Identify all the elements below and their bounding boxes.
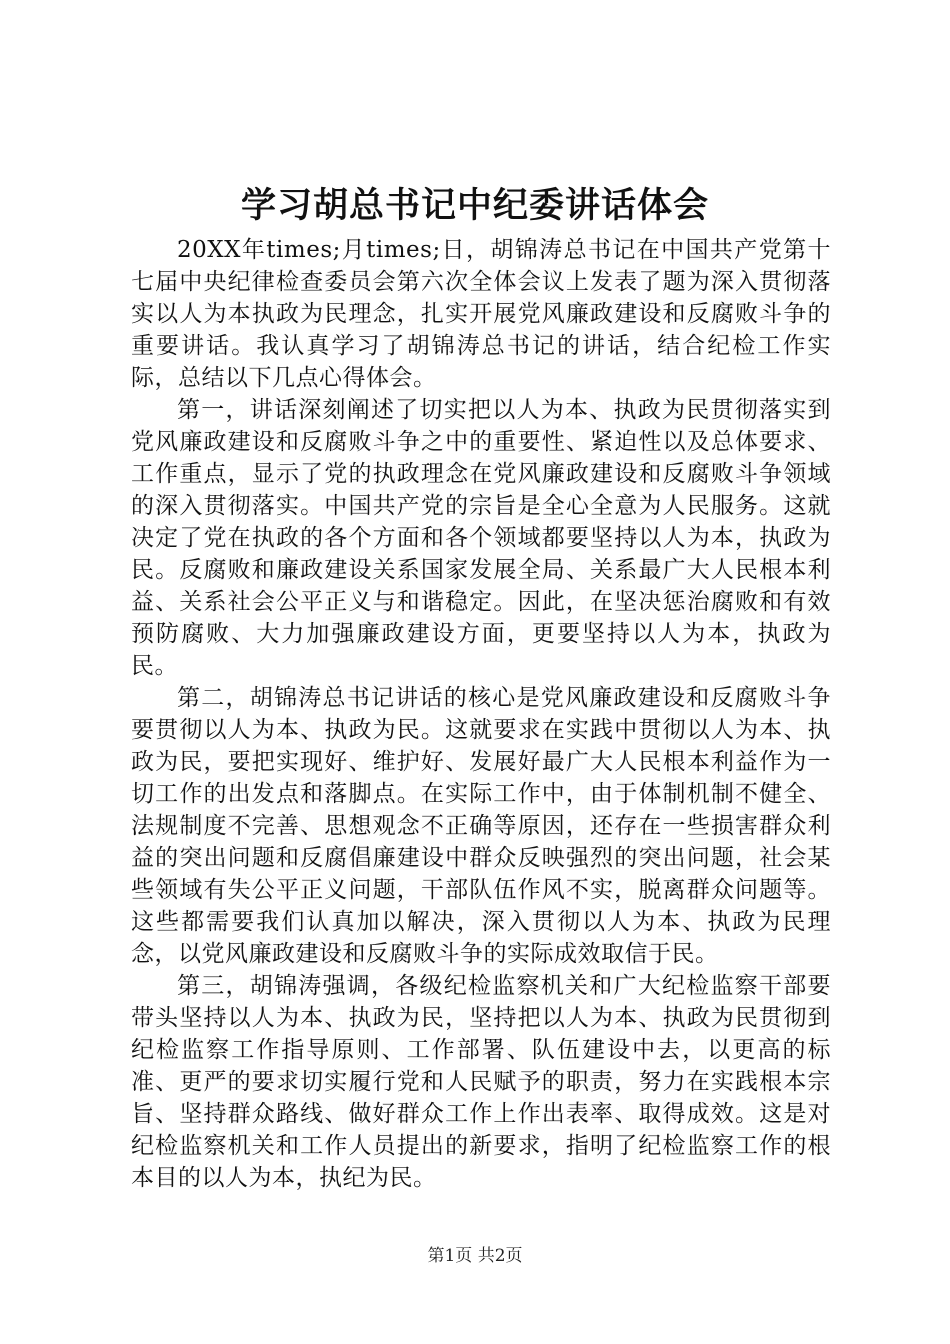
document-body bbox=[131, 234, 831, 1194]
paragraph-intro: 20XX年times;月times;日，胡锦涛总书记在中国共产党第十七届中央纪律检查委员会第六次全体会议上发表了题为深入贯彻落实以人为本执政为民理念，扎实开展党风廉政建设和反腐败斗争的重要讲话。我认真学习了胡锦涛总书记的讲话，结合纪检工作实际，总结以下几点心得体会。 bbox=[131, 237, 831, 391]
document-title: 学习胡总书记中纪委讲话体会 bbox=[240, 185, 709, 226]
paragraph-second-point: 第二，胡锦涛总书记讲话的核心是党风廉政建设和反腐败斗争要贯彻以人为本、执政为民。这就要求在实践中贯彻以人为本、执政为民，要把实现好、维护好、发展好最广大人民根本利益作为一切工作的出发点和落脚点。在实际工作中，由于体制机制不健全、法规制度不完善、思想观念不正确等原因，还存在一些损害群众利益的突出问题和反腐倡廉建设中群众反映强烈的突出问题，社会某些领域有失公平正义问题，干部队伍作风不实，脱离群众问题等。这些都需要我们认真加以解决，深入贯彻以人为本、执政为民理念，以党风廉政建设和反腐败斗争的实际成效取信于民。 bbox=[131, 685, 831, 967]
paragraph-first-point: 第一，讲话深刻阐述了切实把以人为本、执政为民贯彻落实到党风廉政建设和反腐败斗争之中的重要性、紧迫性以及总体要求、工作重点，显示了党的执政理念在党风廉政建设和反腐败斗争领域的深入贯彻落实。中国共产党的宗旨是全心全意为人民服务。这就决定了党在执政的各个方面和各个领域都要坚持以人为本，执政为民。反腐败和廉政建设关系国家发展全局、关系最广大人民根本利益、关系社会公平正义与和谐稳定。因此，在坚决惩治腐败和有效预防腐败、大力加强廉政建设方面，更要坚持以人为本，执政为民。 bbox=[131, 397, 831, 679]
paragraph-third-point: 第三，胡锦涛强调，各级纪检监察机关和广大纪检监察干部要带头坚持以人为本、执政为民，坚持把以人为本、执政为民贯彻到纪检监察工作指导原则、工作部署、队伍建设中去，以更高的标准、更严的要求切实履行党和人民赋予的职责，努力在实践根本宗旨、坚持群众路线、做好群众工作上作出表率、取得成效。这是对纪检监察机关和工作人员提出的新要求，指明了纪检监察工作的根本目的以人为本，执纪为民。 bbox=[131, 973, 831, 1191]
page-number-footer: 第1页 共2页 bbox=[427, 1246, 523, 1266]
